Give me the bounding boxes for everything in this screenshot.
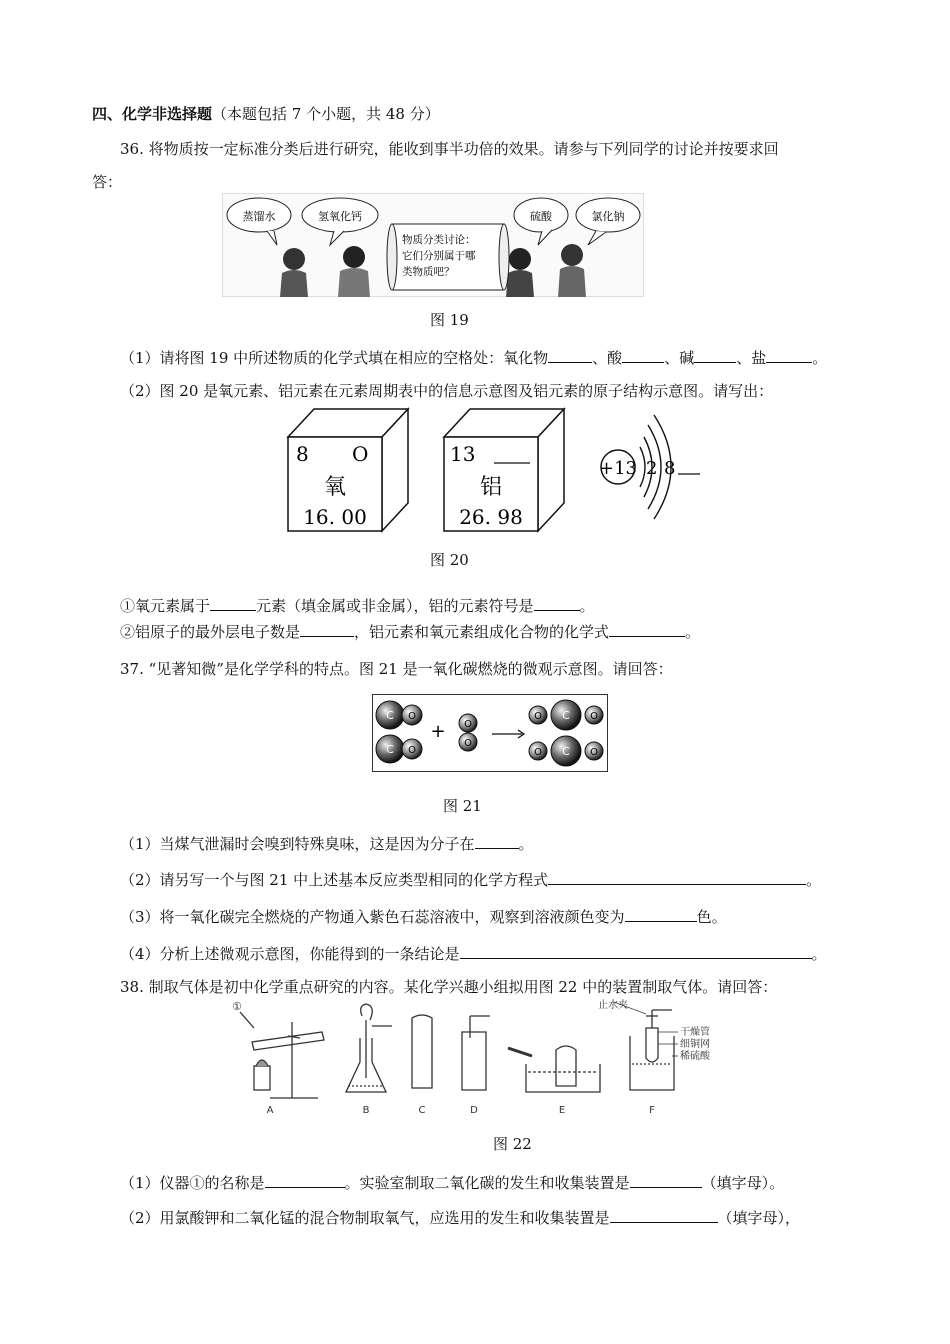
scroll-line-1: 物质分类讨论： [402,234,476,246]
aluminum-atom-structure [599,415,700,519]
q37-part2-text-b: 。 [806,871,822,889]
q36-part2: （2）图 20 是氧元素、铝元素在元素周期表中的信息示意图及铝元素的原子结构示意图。请写出： [120,382,774,400]
figure-20-caption: 图 20 [430,551,469,569]
instrument-marker-1: ① [232,1000,242,1013]
nucleus-charge: +13 [599,458,637,479]
oxygen-atomic-mass: 16. 00 [303,505,367,529]
q36-part1 [120,347,827,368]
answer-blank-oxide[interactable] [548,348,592,363]
aluminum-name: 铝 [479,475,503,500]
q36-sub1-text-a: ①氧元素属于 [120,597,211,615]
q38-part1-text-b: 。实验室制取二氧化碳的发生和收集装置是 [344,1174,630,1192]
oxygen-label: O [590,711,598,722]
q36-sub1-text-c: 。 [579,597,595,615]
q37-part1-text-a: （1）当煤气泄漏时会嗅到特殊臭味，这是因为分子在 [120,835,475,853]
apparatus-f [598,998,711,1116]
answer-blank-al-symbol[interactable] [534,596,580,611]
apparatus-label-e: E [558,1105,566,1116]
section-header [92,103,440,124]
q36-part1-text-b: 、酸 [592,349,623,367]
student-figure-4 [558,244,586,297]
q38-part2 [120,1207,800,1228]
discussion-scroll [387,224,509,290]
q37-part2 [120,869,821,890]
aluminum-atomic-mass: 26. 98 [459,505,523,529]
figure-20-element-info [280,403,710,535]
q36-intro-line2: 答： [92,173,123,191]
bubble-text-3: 硫酸 [530,210,552,223]
answer-blank-acid[interactable] [622,348,664,363]
q36-sub2-text-b: ，铝元素和氧元素组成化合物的化学式 [354,623,610,641]
apparatus-label-f: F [649,1105,655,1116]
section-title: 四、化学非选择题 [92,105,213,123]
answer-blank-conclusion[interactable] [460,944,812,959]
q38-part2-text-b: （填字母）， [717,1209,801,1227]
bubble-text-4: 氯化钠 [591,210,625,223]
apparatus-a [232,1000,324,1116]
figure-19-caption: 图 19 [430,311,469,329]
q38-part1-text-a: （1）仪器①的名称是 [120,1174,265,1192]
answer-blank-outer-electrons[interactable] [300,622,354,637]
q36-sub1 [120,595,595,616]
section-note: （本题包括 7 个小题，共 48 分） [212,105,440,123]
figure-19-discussion [222,193,644,297]
answer-blank-base[interactable] [694,348,736,363]
q37-part3-text-b: 色。 [696,908,727,926]
q38-part1 [120,1172,784,1193]
oxygen-label: O [408,745,416,756]
aluminum-element-cube [444,409,564,531]
answer-blank-salt[interactable] [766,348,812,363]
q37-part1 [120,833,534,854]
q37-part4-text-b: 。 [811,945,827,963]
answer-blank-instrument-name[interactable] [265,1173,345,1188]
oxygen-name: 氧 [323,475,347,500]
q36-intro-line1: 36. 将物质按一定标准分类后进行研究，能收到事半功倍的效果。请参与下列同学的讨论并按要求回 [120,140,779,158]
q38-intro: 38. 制取气体是初中化学重点研究的内容。某化学兴趣小组拟用图 22 中的装置制取气体。请回答： [120,978,778,996]
shell-1-electrons: 2 [646,458,658,479]
q37-part2-text-a: （2）请另写一个与图 21 中上述基本反应类型相同的化学方程式 [120,871,549,889]
figure-21-caption: 图 21 [443,797,482,815]
q38-part1-text-c: （填字母）。 [701,1174,785,1192]
apparatus-label-d: D [470,1105,478,1116]
q36-sub2-text-c: 。 [685,623,701,641]
q36-part1-text-a: （1）请将图 19 中所述物质的化学式填在相应的空格处：氧化物 [120,349,549,367]
carbon-label: C [562,709,570,722]
shell-2-electrons: 8 [664,458,676,479]
answer-blank-compound-formula[interactable] [609,622,685,637]
q37-part3 [120,906,727,927]
apparatus-d [462,1016,490,1116]
q36-part1-text-c: 、碱 [664,349,695,367]
q37-part4-text-a: （4）分析上述微观示意图，你能得到的一条结论是 [120,945,460,963]
q37-part1-text-b: 。 [518,835,534,853]
bubble-text-2: 氢氧化钙 [318,210,362,223]
oxygen-symbol: O [352,442,369,466]
q36-part1-text-d: 、盐 [736,349,767,367]
answer-blank-molecule-motion[interactable] [475,834,519,849]
answer-blank-solution-color[interactable] [625,907,697,922]
answer-blank-o2-apparatus[interactable] [610,1208,718,1223]
q36-sub1-text-b: 元素（填金属或非金属），铝的元素符号是 [256,597,534,615]
q36-part1-text-e: 。 [812,349,828,367]
figure-21-co-combustion [372,694,608,772]
oxygen-label: O [408,711,416,722]
label-water-clamp: 止水夹 [598,1000,628,1011]
co-molecule-1 [376,701,422,729]
plus-sign: + [430,721,446,742]
q36-sub2-text-a: ②铝原子的最外层电子数是 [120,623,301,641]
apparatus-c [412,1015,432,1116]
carbon-label: C [386,709,394,722]
answer-blank-co2-apparatus[interactable] [630,1173,702,1188]
carbon-label: C [562,745,570,758]
q37-part3-text-a: （3）将一氧化碳完全燃烧的产物通入紫色石蕊溶液中，观察到溶液颜色变为 [120,908,625,926]
oxygen-label: O [464,738,472,749]
oxygen-label: O [590,747,598,758]
figure-22-caption: 图 22 [493,1135,532,1153]
q37-intro: 37. “见著知微”是化学学科的特点。图 21 是一氧化碳燃烧的微观示意图。请回答： [120,660,673,678]
student-figure-3 [506,248,534,297]
oxygen-element-cube [288,409,408,531]
oxygen-label: O [534,711,542,722]
label-copper-mesh: 细铜网 [680,1039,710,1050]
scroll-line-3: 类物质吧？ [402,266,455,278]
bubble-text-1: 蒸馏水 [242,210,276,223]
apparatus-label-c: C [418,1105,426,1116]
label-dilute-sulfuric-acid: 稀硫酸 [680,1051,710,1062]
aluminum-atomic-number: 13 [450,442,476,466]
oxygen-label: O [464,719,472,730]
oxygen-atomic-number: 8 [296,442,309,466]
answer-blank-element-type[interactable] [210,596,256,611]
figure-22-gas-apparatus [226,998,710,1118]
q36-sub2 [120,621,700,642]
answer-blank-chemical-equation[interactable] [548,870,806,885]
scroll-line-2: 它们分别属于哪 [402,250,476,262]
label-drying-tube: 干燥管 [680,1027,710,1038]
oxygen-label: O [534,747,542,758]
apparatus-e [508,1046,600,1116]
apparatus-label-b: B [362,1105,370,1116]
apparatus-b [346,1004,392,1116]
apparatus-label-a: A [266,1105,274,1116]
co-molecule-2 [376,735,422,763]
q38-part2-text-a: （2）用氯酸钾和二氧化锰的混合物制取氧气，应选用的发生和收集装置是 [120,1209,610,1227]
q37-part4 [120,943,827,964]
carbon-label: C [386,743,394,756]
student-figure-1 [280,248,308,297]
